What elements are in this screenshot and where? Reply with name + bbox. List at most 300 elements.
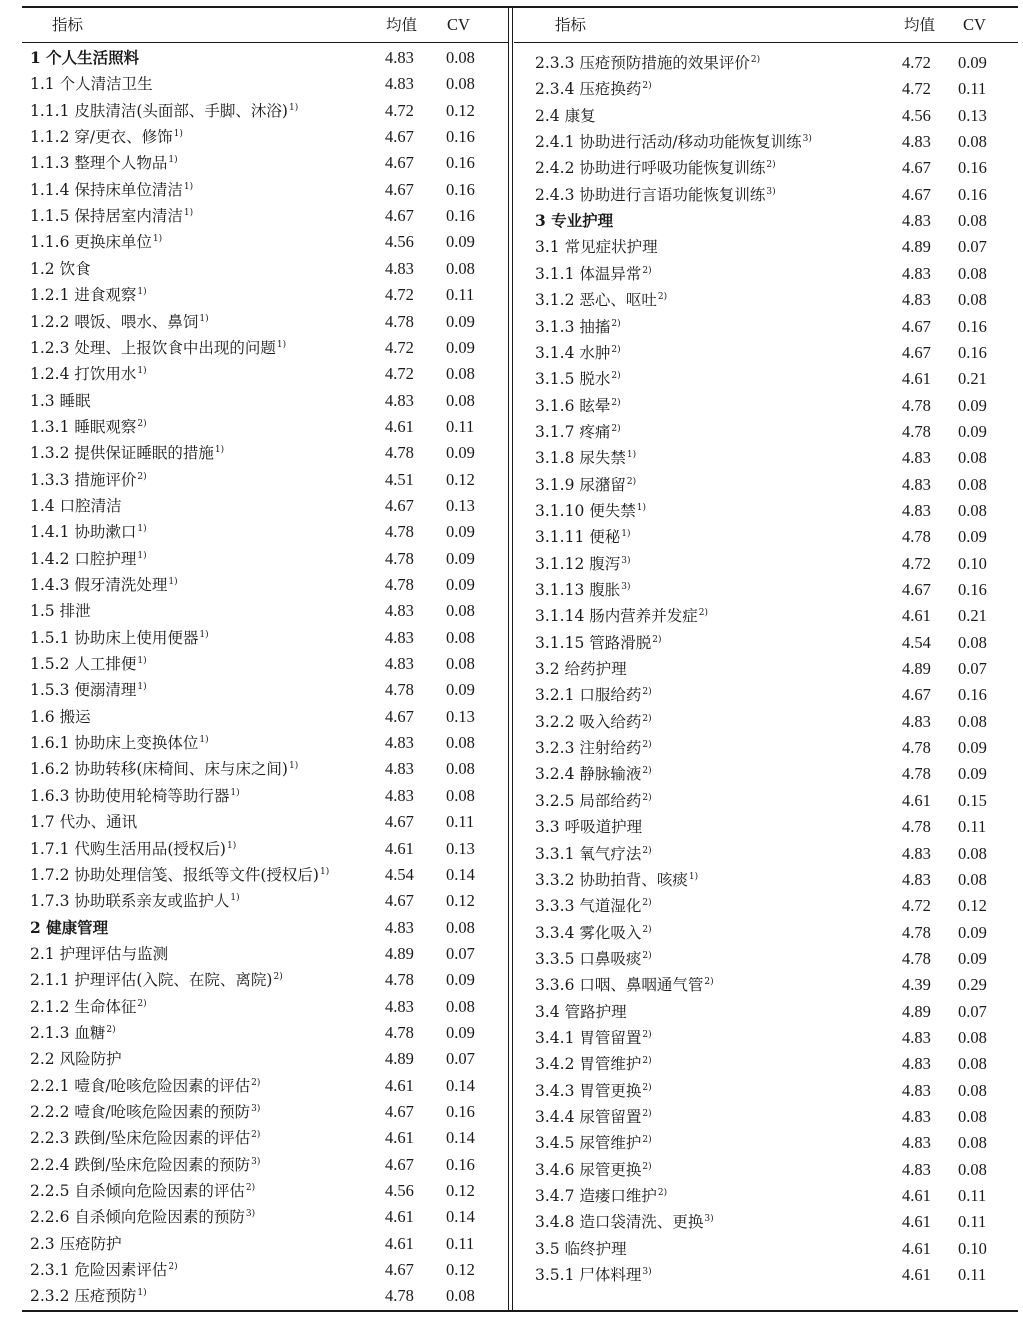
- mean-value: 4.78: [902, 923, 931, 942]
- mean-value: 4.72: [902, 53, 931, 72]
- indicator-label: 3.1.8 尿失禁$^{1)}$: [535, 449, 637, 467]
- cv-value: 0.11: [958, 1212, 987, 1231]
- cv-value: 0.08: [958, 132, 987, 151]
- footnote-marker: 3): [642, 1267, 652, 1277]
- footnote-marker: 1): [183, 208, 194, 218]
- footnote-marker: 3): [704, 1214, 714, 1224]
- indicator-label: 2.1 护理评估与监测: [30, 945, 169, 963]
- cv-value: 0.09: [446, 1023, 475, 1042]
- footnote-marker: 1): [230, 893, 240, 903]
- mean-value: 4.83: [902, 712, 931, 731]
- mean-value: 4.78: [385, 549, 414, 568]
- mean-value: 4.67: [385, 153, 414, 172]
- mean-value: 4.56: [902, 106, 931, 125]
- mean-value: 4.67: [385, 1260, 414, 1279]
- mean-value: 4.61: [902, 606, 931, 625]
- cv-value: 0.08: [446, 628, 475, 647]
- mean-value: 4.67: [902, 685, 931, 704]
- indicator-label: 3.3.1 氧气疗法$^{2)}$: [535, 845, 652, 863]
- indicator-label: 1.5.3 便溺清理$^{1)}$: [30, 681, 147, 699]
- indicator-label: 3.1.6 眩晕$^{2)}$: [535, 397, 621, 415]
- mean-value: 4.89: [385, 1049, 414, 1068]
- indicator-label: 1.1.2 穿/更衣、修饰$^{1)}$: [30, 128, 183, 146]
- mean-value: 4.72: [385, 101, 414, 120]
- cv-value: 0.08: [958, 870, 987, 889]
- indicator-label: 1.1.3 整理个人物品$^{1)}$: [30, 154, 178, 172]
- indicator-label: 3.1.11 便秘$^{1)}$: [535, 528, 631, 546]
- mean-value: 4.83: [902, 1107, 931, 1126]
- indicator-label: 3.2 给药护理: [535, 660, 627, 678]
- indicator-label: 1.1.1 皮肤清洁(头面部、手脚、沐浴)$^{1)}$: [30, 102, 299, 120]
- cv-value: 0.11: [446, 812, 475, 831]
- table-bottom-rule: [22, 1310, 1018, 1312]
- indicator-label: 1.1.4 保持床单位清洁$^{1)}$: [30, 181, 194, 199]
- mean-value: 4.61: [902, 791, 931, 810]
- indicator-label: 1.6.3 协助使用轮椅等助行器$^{1)}$: [30, 787, 240, 805]
- cv-value: 0.08: [958, 1107, 987, 1126]
- indicator-label: 1.2.2 喂饭、喂水、鼻饲$^{1)}$: [30, 313, 209, 331]
- mean-value: 4.67: [385, 127, 414, 146]
- mean-value: 4.61: [902, 1186, 931, 1205]
- mean-value: 4.89: [385, 944, 414, 963]
- mean-value: 4.83: [902, 1081, 931, 1100]
- indicator-label: 1.1.6 更换床单位$^{1)}$: [30, 233, 163, 251]
- cv-value: 0.09: [958, 53, 987, 72]
- mean-value: 4.83: [902, 290, 931, 309]
- indicator-label: 1.6 搬运: [30, 708, 91, 726]
- cv-value: 0.16: [446, 206, 475, 225]
- footnote-marker: 2): [642, 1162, 652, 1172]
- column-divider-2: [512, 6, 513, 1311]
- mean-value: 4.78: [902, 527, 931, 546]
- indicator-label: 3.1.7 疼痛$^{2)}$: [535, 423, 621, 441]
- indicator-label: 3.2.5 局部给药$^{2)}$: [535, 792, 652, 810]
- header-cv-left: CV: [447, 15, 470, 34]
- footnote-marker: 2): [642, 1083, 652, 1093]
- cv-value: 0.14: [446, 1076, 475, 1095]
- footnote-marker: 2): [657, 1188, 668, 1198]
- cv-value: 0.12: [446, 470, 475, 489]
- cv-value: 0.08: [958, 712, 987, 731]
- indicator-label: 1.6.2 协助转移(床椅间、床与床之间)$^{1)}$: [30, 760, 299, 778]
- indicator-label: 3.2.3 注射给药$^{2)}$: [535, 739, 652, 757]
- cv-value: 0.13: [446, 496, 475, 515]
- mean-value: 4.83: [385, 628, 414, 647]
- mean-value: 4.61: [385, 1076, 414, 1095]
- cv-value: 0.08: [958, 1028, 987, 1047]
- indicator-label: 3.1.1 体温异常$^{2)}$: [535, 265, 652, 283]
- footnote-marker: 3): [621, 582, 631, 592]
- mean-value: 4.67: [902, 158, 931, 177]
- indicator-label: 2.1.1 护理评估(入院、在院、离院)$^{2)}$: [30, 971, 283, 989]
- footnote-marker: 1): [199, 630, 209, 640]
- cv-value: 0.12: [446, 891, 475, 910]
- mean-value: 4.78: [902, 422, 931, 441]
- indicator-label: 3.1.2 恶心、呕吐$^{2)}$: [535, 291, 668, 309]
- mean-value: 4.78: [385, 522, 414, 541]
- cv-value: 0.08: [446, 759, 475, 778]
- cv-value: 0.08: [958, 844, 987, 863]
- indicator-label: 1.7 代办、通讯: [30, 813, 138, 831]
- indicator-label: 2.3.4 压疮换药$^{2)}$: [535, 80, 652, 98]
- cv-value: 0.11: [446, 285, 475, 304]
- footnote-marker: 1): [137, 287, 147, 297]
- footnote-marker: 2): [642, 714, 652, 724]
- indicator-label: 1.3.1 睡眠观察$^{2)}$: [30, 418, 147, 436]
- footnote-marker: 2): [273, 972, 283, 982]
- footnote-marker: 2): [642, 951, 652, 961]
- indicator-label: 2.2.2 噎食/呛咳危险因素的预防$^{3)}$: [30, 1103, 261, 1121]
- cv-value: 0.09: [446, 232, 475, 251]
- indicator-label: 2.1.2 生命体征$^{2)}$: [30, 998, 147, 1016]
- mean-value: 4.67: [385, 707, 414, 726]
- indicator-label: 1.1 个人清洁卫生: [30, 75, 153, 93]
- cv-value: 0.14: [446, 1207, 475, 1226]
- mean-value: 4.56: [385, 232, 414, 251]
- mean-value: 4.83: [902, 132, 931, 151]
- indicator-label: 1.2.4 打饮用水$^{1)}$: [30, 365, 147, 383]
- footnote-marker: 2): [137, 419, 147, 429]
- indicator-label: 2.4.3 协助进行言语功能恢复训练$^{3)}$: [535, 186, 776, 204]
- mean-value: 4.78: [385, 680, 414, 699]
- footnote-marker: 2): [642, 81, 652, 91]
- cv-value: 0.11: [958, 817, 987, 836]
- mean-value: 4.83: [902, 448, 931, 467]
- cv-value: 0.09: [958, 764, 987, 783]
- indicator-label: 2.3.2 压疮预防$^{1)}$: [30, 1287, 147, 1305]
- footnote-marker: 2): [251, 1078, 261, 1088]
- indicator-label: 2.2 风险防护: [30, 1050, 122, 1068]
- footnote-marker: 1): [626, 450, 637, 460]
- footnote-marker: 3): [251, 1104, 261, 1114]
- indicator-label: 3.4.5 尿管维护$^{2)}$: [535, 1134, 652, 1152]
- footnote-marker: 1): [636, 503, 646, 513]
- indicator-label: 3.4.7 造瘘口维护$^{2)}$: [535, 1187, 668, 1205]
- mean-value: 4.67: [385, 1155, 414, 1174]
- footnote-marker: 2): [642, 766, 652, 776]
- indicator-label: 1.2.3 处理、上报饮食中出现的问题$^{1)}$: [30, 339, 287, 357]
- cv-value: 0.08: [446, 654, 475, 673]
- indicator-label: 3.4 管路护理: [535, 1003, 627, 1021]
- cv-value: 0.11: [446, 1234, 475, 1253]
- cv-value: 0.14: [446, 1128, 475, 1147]
- footnote-marker: 1): [137, 656, 147, 666]
- mean-value: 4.78: [902, 764, 931, 783]
- indicator-label: 1.5 排泄: [30, 602, 91, 620]
- cv-value: 0.08: [958, 211, 987, 230]
- cv-value: 0.16: [958, 580, 987, 599]
- mean-value: 4.61: [385, 1128, 414, 1147]
- cv-value: 0.08: [958, 290, 987, 309]
- footnote-marker: 2): [642, 925, 652, 935]
- footnote-marker: 2): [698, 608, 708, 618]
- cv-value: 0.08: [446, 918, 475, 937]
- mean-value: 4.56: [385, 1181, 414, 1200]
- footnote-marker: 1): [226, 841, 237, 851]
- indicator-label: 1.6.1 协助床上变换体位$^{1)}$: [30, 734, 209, 752]
- indicator-label: 3.3 呼吸道护理: [535, 818, 643, 836]
- mean-value: 4.78: [385, 312, 414, 331]
- mean-value: 4.83: [902, 1028, 931, 1047]
- footnote-marker: 1): [183, 182, 194, 192]
- cv-value: 0.08: [446, 997, 475, 1016]
- indicator-label: 2.4.1 协助进行活动/移动功能恢复训练$^{3)}$: [535, 133, 812, 151]
- indicator-label: 2.2.1 噎食/呛咳危险因素的评估$^{2)}$: [30, 1077, 261, 1095]
- cv-value: 0.08: [958, 633, 987, 652]
- cv-value: 0.09: [958, 422, 987, 441]
- indicator-label: 2.1.3 血糖$^{2)}$: [30, 1024, 116, 1042]
- mean-value: 4.83: [385, 733, 414, 752]
- mean-value: 4.67: [385, 206, 414, 225]
- mean-value: 4.61: [902, 369, 931, 388]
- cv-value: 0.08: [958, 1133, 987, 1152]
- mean-value: 4.67: [902, 580, 931, 599]
- cv-value: 0.08: [446, 1286, 475, 1305]
- footnote-marker: 2): [642, 266, 652, 276]
- cv-value: 0.08: [958, 1054, 987, 1073]
- footnote-marker: 2): [626, 477, 637, 487]
- header-bottom-rule-left: [22, 42, 508, 43]
- indicator-label: 1.4.2 口腔护理$^{1)}$: [30, 550, 147, 568]
- cv-value: 0.16: [446, 1102, 475, 1121]
- cv-value: 0.07: [958, 237, 987, 256]
- indicator-label: 1.7.1 代购生活用品(授权后)$^{1)}$: [30, 840, 237, 858]
- footnote-marker: 1): [288, 761, 299, 771]
- mean-value: 4.67: [385, 180, 414, 199]
- mean-value: 4.78: [902, 396, 931, 415]
- cv-value: 0.08: [958, 501, 987, 520]
- cv-value: 0.09: [958, 738, 987, 757]
- indicator-label: 2.3.3 压疮预防措施的效果评价$^{2)}$: [535, 54, 761, 72]
- footnote-marker: 1): [137, 524, 147, 534]
- cv-value: 0.29: [958, 975, 987, 994]
- indicator-label: 1.3.3 措施评价$^{2)}$: [30, 471, 147, 489]
- indicator-label: 3.4.1 胃管留置$^{2)}$: [535, 1029, 652, 1047]
- mean-value: 4.83: [902, 501, 931, 520]
- footnote-marker: 2): [106, 1025, 116, 1035]
- mean-value: 4.72: [902, 554, 931, 573]
- footnote-marker: 1): [137, 1288, 147, 1298]
- indicator-label: 1.2 饮食: [30, 260, 91, 278]
- header-bottom-rule-right: [514, 42, 1018, 43]
- indicator-label: 3.5.1 尸体料理$^{3)}$: [535, 1266, 652, 1284]
- mean-value: 4.67: [385, 1102, 414, 1121]
- indicator-label: 3.1.4 水肿$^{2)}$: [535, 344, 621, 362]
- mean-value: 4.83: [902, 475, 931, 494]
- mean-value: 4.83: [385, 654, 414, 673]
- cv-value: 0.07: [958, 659, 987, 678]
- cv-value: 0.09: [958, 949, 987, 968]
- footnote-marker: 1): [168, 155, 178, 165]
- cv-value: 0.11: [958, 79, 987, 98]
- cv-value: 0.08: [446, 364, 475, 383]
- footnote-marker: 2): [137, 999, 147, 1009]
- indicator-label: 3.5 临终护理: [535, 1240, 627, 1258]
- mean-value: 4.72: [385, 285, 414, 304]
- footnote-marker: 1): [621, 529, 631, 539]
- indicator-label: 1.7.3 协助联系亲友或监护人$^{1)}$: [30, 892, 240, 910]
- mean-value: 4.67: [385, 891, 414, 910]
- indicator-label: 3.1.14 肠内营养并发症$^{2)}$: [535, 607, 708, 625]
- mean-value: 4.67: [902, 185, 931, 204]
- mean-value: 4.78: [385, 1023, 414, 1042]
- footnote-marker: 3): [766, 187, 776, 197]
- mean-value: 4.67: [385, 496, 414, 515]
- cv-value: 0.16: [446, 127, 475, 146]
- cv-value: 0.07: [958, 1002, 987, 1021]
- cv-value: 0.10: [958, 554, 987, 573]
- header-cv-right: CV: [963, 15, 986, 34]
- mean-value: 4.83: [385, 74, 414, 93]
- footnote-marker: 1): [173, 129, 183, 139]
- footnote-marker: 2): [137, 472, 147, 482]
- header-indicator-right: 指标: [555, 16, 587, 34]
- cv-value: 0.08: [446, 601, 475, 620]
- cv-value: 0.08: [446, 74, 475, 93]
- mean-value: 4.61: [385, 417, 414, 436]
- footnote-marker: 1): [276, 340, 287, 350]
- cv-value: 0.16: [958, 685, 987, 704]
- mean-value: 4.89: [902, 659, 931, 678]
- indicator-label: 3.3.5 口鼻吸痰$^{2)}$: [535, 950, 652, 968]
- indicator-label: 2 健康管理: [30, 918, 109, 937]
- footnote-marker: 2): [642, 687, 652, 697]
- mean-value: 4.39: [902, 975, 931, 994]
- mean-value: 4.54: [385, 865, 414, 884]
- mean-value: 4.83: [385, 786, 414, 805]
- footnote-marker: 1): [319, 867, 330, 877]
- mean-value: 4.51: [385, 470, 414, 489]
- indicator-label: 3.3.3 气道湿化$^{2)}$: [535, 897, 652, 915]
- mean-value: 4.83: [385, 601, 414, 620]
- mean-value: 4.67: [902, 317, 931, 336]
- cv-value: 0.09: [446, 575, 475, 594]
- indicator-label: 3.1.13 腹胀$^{3)}$: [535, 581, 631, 599]
- cv-value: 0.08: [446, 786, 475, 805]
- cv-value: 0.14: [446, 865, 475, 884]
- indicator-label: 3.3.2 协助拍背、咳痰$^{1)}$: [535, 871, 699, 889]
- cv-value: 0.13: [446, 707, 475, 726]
- cv-value: 0.08: [446, 391, 475, 410]
- footnote-marker: 1): [137, 682, 147, 692]
- cv-value: 0.08: [958, 1081, 987, 1100]
- cv-value: 0.11: [958, 1265, 987, 1284]
- mean-value: 4.89: [902, 1002, 931, 1021]
- indicator-label: 2.2.3 跌倒/坠床危险因素的评估$^{2)}$: [30, 1129, 261, 1147]
- indicator-label: 3.3.4 雾化吸入$^{2)}$: [535, 924, 652, 942]
- indicator-label: 3.1.3 抽搐$^{2)}$: [535, 318, 621, 336]
- mean-value: 4.78: [902, 817, 931, 836]
- footnote-marker: 1): [230, 788, 240, 798]
- indicator-label: 2.3 压疮防护: [30, 1235, 122, 1253]
- cv-value: 0.12: [446, 101, 475, 120]
- footnote-marker: 1): [688, 872, 699, 882]
- cv-value: 0.09: [446, 338, 475, 357]
- footnote-marker: 1): [214, 445, 225, 455]
- cv-value: 0.13: [958, 106, 987, 125]
- mean-value: 4.67: [902, 343, 931, 362]
- cv-value: 0.12: [958, 896, 987, 915]
- mean-value: 4.78: [385, 970, 414, 989]
- footnote-marker: 2): [704, 977, 714, 987]
- cv-value: 0.16: [958, 343, 987, 362]
- mean-value: 4.83: [902, 870, 931, 889]
- indicator-label: 1.4 口腔清洁: [30, 497, 122, 515]
- mean-value: 4.72: [385, 364, 414, 383]
- mean-value: 4.83: [902, 1160, 931, 1179]
- cv-value: 0.16: [958, 185, 987, 204]
- footnote-marker: 2): [642, 1135, 652, 1145]
- cv-value: 0.09: [446, 970, 475, 989]
- footnote-marker: 3): [251, 1157, 261, 1167]
- footnote-marker: 2): [611, 345, 621, 355]
- footnote-marker: 2): [750, 55, 761, 65]
- mean-value: 4.72: [902, 79, 931, 98]
- cv-value: 0.11: [958, 1186, 987, 1205]
- mean-value: 4.72: [902, 896, 931, 915]
- indicator-label: 2.2.5 自杀倾向危险因素的评估$^{2)}$: [30, 1182, 256, 1200]
- mean-value: 4.78: [902, 949, 931, 968]
- mean-value: 4.61: [902, 1212, 931, 1231]
- cv-value: 0.12: [446, 1260, 475, 1279]
- mean-value: 4.78: [385, 575, 414, 594]
- mean-value: 4.83: [385, 391, 414, 410]
- mean-value: 4.78: [385, 443, 414, 462]
- footnote-marker: 2): [611, 398, 621, 408]
- footnote-marker: 1): [199, 735, 209, 745]
- indicator-label: 1.3.2 提供保证睡眠的措施$^{1)}$: [30, 444, 225, 462]
- mean-value: 4.83: [902, 211, 931, 230]
- footnote-marker: 2): [245, 1183, 256, 1193]
- cv-value: 0.09: [446, 443, 475, 462]
- mean-value: 4.78: [902, 738, 931, 757]
- indicator-label: 1.4.3 假牙清洗处理$^{1)}$: [30, 576, 178, 594]
- mean-value: 4.83: [902, 1133, 931, 1152]
- cv-value: 0.09: [446, 680, 475, 699]
- cv-value: 0.08: [958, 448, 987, 467]
- mean-value: 4.83: [385, 759, 414, 778]
- indicator-label: 2.3.1 危险因素评估$^{2)}$: [30, 1261, 178, 1279]
- mean-value: 4.72: [385, 338, 414, 357]
- cv-value: 0.16: [958, 158, 987, 177]
- cv-value: 0.09: [446, 522, 475, 541]
- indicator-label: 3.2.4 静脉输液$^{2)}$: [535, 765, 652, 783]
- cv-value: 0.09: [958, 923, 987, 942]
- indicator-label: 3.4.4 尿管留置$^{2)}$: [535, 1108, 652, 1126]
- indicator-label: 1.5.1 协助床上使用便器$^{1)}$: [30, 629, 209, 647]
- footnote-marker: 1): [168, 577, 178, 587]
- cv-value: 0.08: [446, 259, 475, 278]
- indicator-label: 1.1.5 保持居室内清洁$^{1)}$: [30, 207, 194, 225]
- indicator-label: 3.1.9 尿潴留$^{2)}$: [535, 476, 637, 494]
- indicator-label: 2.2.4 跌倒/坠床危险因素的预防$^{3)}$: [30, 1156, 261, 1174]
- indicator-label: 3 专业护理: [535, 211, 614, 230]
- indicator-label: 3.3.6 口咽、鼻咽通气管$^{2)}$: [535, 976, 714, 994]
- mean-value: 4.78: [385, 1286, 414, 1305]
- footnote-marker: 2): [611, 424, 621, 434]
- header-mean-left: 均值: [386, 16, 418, 34]
- footnote-marker: 3): [621, 556, 631, 566]
- mean-value: 4.61: [385, 1207, 414, 1226]
- cv-value: 0.07: [446, 1049, 475, 1068]
- mean-value: 4.83: [385, 259, 414, 278]
- indicator-label: 3.4.8 造口袋清洗、更换$^{3)}$: [535, 1213, 714, 1231]
- cv-value: 0.08: [446, 733, 475, 752]
- cv-value: 0.12: [446, 1181, 475, 1200]
- indicator-label: 3.1.10 便失禁$^{1)}$: [535, 502, 646, 520]
- table-top-rule: [22, 6, 1018, 8]
- column-divider: [508, 6, 509, 1311]
